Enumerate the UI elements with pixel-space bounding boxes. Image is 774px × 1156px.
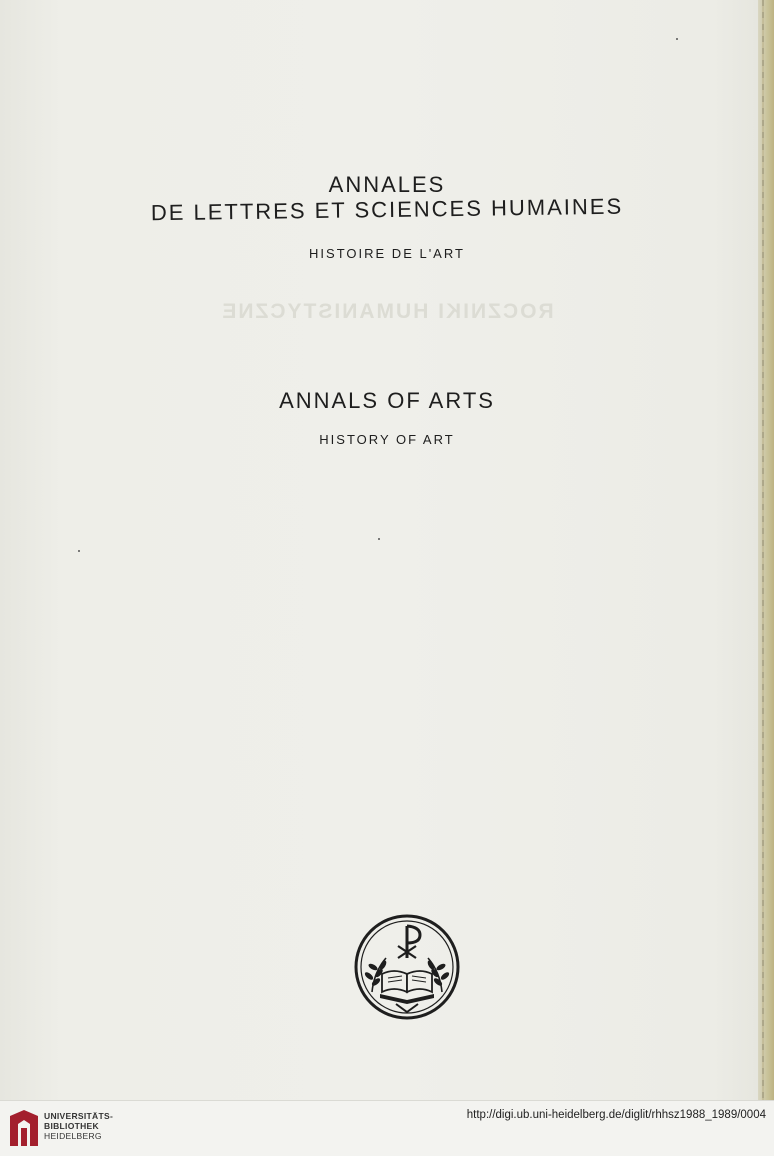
library-name-line3: HEIDELBERG bbox=[44, 1131, 102, 1141]
page-edge bbox=[758, 0, 774, 1100]
title-annals-of-arts: ANNALS OF ARTS bbox=[279, 388, 495, 413]
university-library-logo-icon bbox=[8, 1110, 40, 1148]
show-through-text: ROCZNIKI HUMANISTYCZNE bbox=[220, 300, 554, 323]
library-name-line1: UNIVERSITÄTS- bbox=[44, 1111, 114, 1121]
library-name-line2: BIBLIOTHEK bbox=[44, 1121, 99, 1131]
permalink-url[interactable]: http://digi.ub.uni-heidelberg.de/diglit/rhhsz1988_1989/0004 bbox=[466, 1109, 766, 1121]
footer-bar bbox=[0, 1100, 774, 1156]
paper-speck bbox=[78, 550, 80, 552]
paper-speck bbox=[676, 38, 678, 40]
title-annales: ANNALES bbox=[328, 172, 446, 197]
paper-speck bbox=[378, 538, 380, 540]
subtitle-histoire: HISTOIRE DE L'ART bbox=[309, 246, 465, 261]
subtitle-history-of-art: HISTORY OF ART bbox=[319, 432, 455, 447]
library-name bbox=[44, 1111, 113, 1141]
chi-rho-book-laurel-seal-icon bbox=[352, 912, 462, 1022]
title-lettres-sciences: DE LETTRES ET SCIENCES HUMAINES bbox=[150, 193, 624, 226]
